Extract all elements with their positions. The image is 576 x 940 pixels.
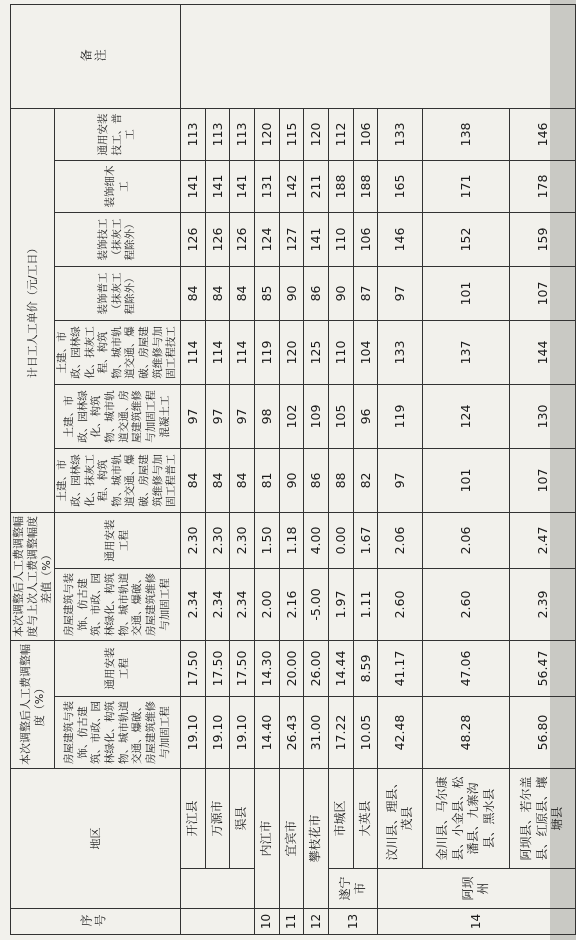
cell-wage: 126 xyxy=(230,212,255,266)
cell-wage: 126 xyxy=(181,212,206,266)
table-row xyxy=(205,4,230,934)
cell-wage: 110 xyxy=(328,212,353,266)
cell-wage: 126 xyxy=(205,212,230,266)
cell-difference-installation: 2.47 xyxy=(509,512,575,568)
cell-wage: 138 xyxy=(423,108,510,160)
cell-wage: 84 xyxy=(205,266,230,320)
cell-wage: 96 xyxy=(353,384,378,448)
cell-wage: 119 xyxy=(254,320,279,384)
row-region: 万源市 xyxy=(205,769,230,869)
cell-wage: 133 xyxy=(378,108,423,160)
cell-difference-installation: 2.30 xyxy=(181,512,206,568)
cell-wage: 85 xyxy=(254,266,279,320)
table-row xyxy=(279,4,304,934)
header-seq: 序号 xyxy=(11,909,181,935)
cell-difference-building: 2.34 xyxy=(181,568,206,640)
cell-difference-installation: 1.50 xyxy=(254,512,279,568)
row-seq xyxy=(181,909,255,935)
cell-amplitude-installation: 47.06 xyxy=(423,640,510,696)
cell-wage: 141 xyxy=(205,160,230,212)
cell-note xyxy=(181,4,576,108)
header-difference-building: 房屋建筑与装饰、仿古建筑、市政、园林绿化、构筑物、城市轨道交通、爆破、房屋建筑维修与加固工程 xyxy=(55,568,181,640)
cell-wage: 97 xyxy=(378,448,423,512)
header-wage-concrete-worker: 土建、市政、园林绿化、构筑物、城市轨道交通、房屋建筑维修与加固工程混凝土工 xyxy=(55,384,181,448)
cell-wage: 120 xyxy=(279,320,304,384)
cell-amplitude-installation: 17.50 xyxy=(230,640,255,696)
cell-amplitude-building: 14.40 xyxy=(254,697,279,769)
table-row xyxy=(328,4,353,934)
cell-wage: 115 xyxy=(279,108,304,160)
header-wage-decoration-carpenter: 装饰细木工 xyxy=(55,160,181,212)
cell-wage: 141 xyxy=(230,160,255,212)
cell-wage: 97 xyxy=(205,384,230,448)
cell-difference-building: 1.11 xyxy=(353,568,378,640)
cell-wage: 130 xyxy=(509,384,575,448)
cell-wage: 87 xyxy=(353,266,378,320)
cell-wage: 119 xyxy=(378,384,423,448)
row-group: 遂宁市 xyxy=(328,869,377,909)
cell-difference-installation: 4.00 xyxy=(304,512,329,568)
table-row xyxy=(230,4,255,934)
cell-wage: 159 xyxy=(509,212,575,266)
row-seq: 10 xyxy=(254,909,279,935)
cell-wage: 137 xyxy=(423,320,510,384)
cell-amplitude-installation: 8.59 xyxy=(353,640,378,696)
table-body xyxy=(181,4,576,934)
cell-difference-building: 2.39 xyxy=(509,568,575,640)
cell-wage: 84 xyxy=(181,448,206,512)
cell-wage: 107 xyxy=(509,448,575,512)
cell-amplitude-installation: 41.17 xyxy=(378,640,423,696)
cell-wage: 113 xyxy=(205,108,230,160)
cell-wage: 114 xyxy=(230,320,255,384)
cell-wage: 188 xyxy=(328,160,353,212)
header-amplitude-building: 房屋建筑与装饰、仿古建筑、市政、园林绿化、构筑物、城市轨道交通、爆破、房屋建筑维修与加固工程 xyxy=(55,697,181,769)
cell-wage: 120 xyxy=(254,108,279,160)
cell-wage: 97 xyxy=(378,266,423,320)
cell-wage: 109 xyxy=(304,384,329,448)
cell-amplitude-building: 56.80 xyxy=(509,697,575,769)
cell-difference-building: 2.34 xyxy=(230,568,255,640)
cell-wage: 86 xyxy=(304,448,329,512)
row-region: 攀枝花市 xyxy=(304,769,329,909)
cell-wage: 84 xyxy=(181,266,206,320)
cell-wage: 84 xyxy=(205,448,230,512)
row-seq: 12 xyxy=(304,909,329,935)
cell-wage: 114 xyxy=(181,320,206,384)
cell-wage: 131 xyxy=(254,160,279,212)
cell-wage: 86 xyxy=(304,266,329,320)
cell-amplitude-installation: 56.47 xyxy=(509,640,575,696)
cell-difference-building: 2.16 xyxy=(279,568,304,640)
row-region: 渠县 xyxy=(230,769,255,869)
header-wage-general-laborer: 土建、市政、园林绿化、抹灰工程、构筑物、城市轨道交通、爆破、房屋建筑维修与加固工程普工 xyxy=(55,448,181,512)
table-row xyxy=(509,4,575,934)
cell-amplitude-building: 10.05 xyxy=(353,697,378,769)
row-region: 市城区 xyxy=(328,769,353,869)
cell-wage: 101 xyxy=(423,266,510,320)
header-amplitude-group: 本次调整后人工费调整幅度（%） xyxy=(11,640,55,768)
cell-wage: 113 xyxy=(181,108,206,160)
cell-wage: 188 xyxy=(353,160,378,212)
cell-wage: 124 xyxy=(423,384,510,448)
cell-difference-installation: 1.67 xyxy=(353,512,378,568)
table-row xyxy=(423,4,510,934)
cell-wage: 105 xyxy=(328,384,353,448)
header-wage-decoration-laborer: 装饰普工（抹灰工程除外） xyxy=(55,266,181,320)
cell-amplitude-building: 17.22 xyxy=(328,697,353,769)
cell-amplitude-building: 19.10 xyxy=(230,697,255,769)
cell-wage: 114 xyxy=(205,320,230,384)
cell-wage: 98 xyxy=(254,384,279,448)
cell-difference-installation: 2.30 xyxy=(230,512,255,568)
header-difference-installation: 通用安装工程 xyxy=(55,512,181,568)
table-row xyxy=(378,4,423,934)
row-seq: 14 xyxy=(378,909,576,935)
header-wage-decoration-technician: 装饰技工（抹灰工程除外） xyxy=(55,212,181,266)
row-region: 宜宾市 xyxy=(279,769,304,909)
cell-wage: 142 xyxy=(279,160,304,212)
row-group: 阿坝州 xyxy=(378,869,576,909)
cell-wage: 107 xyxy=(509,266,575,320)
cell-wage: 84 xyxy=(230,448,255,512)
row-region: 阿坝县、若尔盖县、红原县、壤塘县 xyxy=(509,769,575,869)
cell-wage: 88 xyxy=(328,448,353,512)
header-note: 备注 xyxy=(11,4,181,108)
cell-difference-installation: 2.06 xyxy=(378,512,423,568)
header-amplitude-installation: 通用安装工程 xyxy=(55,640,181,696)
cell-difference-installation: 1.18 xyxy=(279,512,304,568)
cell-difference-building: 1.97 xyxy=(328,568,353,640)
cell-wage: 104 xyxy=(353,320,378,384)
cell-wage: 178 xyxy=(509,160,575,212)
cell-wage: 171 xyxy=(423,160,510,212)
cell-wage: 141 xyxy=(181,160,206,212)
cell-difference-installation: 2.06 xyxy=(423,512,510,568)
cell-wage: 125 xyxy=(304,320,329,384)
cell-amplitude-installation: 17.50 xyxy=(205,640,230,696)
cell-difference-building: 2.60 xyxy=(423,568,510,640)
cell-wage: 127 xyxy=(279,212,304,266)
labor-price-table xyxy=(10,4,576,935)
cell-wage: 106 xyxy=(353,212,378,266)
cell-wage: 146 xyxy=(378,212,423,266)
rotated-table-wrapper xyxy=(10,5,565,935)
row-region: 内江市 xyxy=(254,769,279,909)
cell-wage: 146 xyxy=(509,108,575,160)
table-row xyxy=(254,4,279,934)
table-row xyxy=(304,4,329,934)
header-region: 地区 xyxy=(11,769,181,909)
cell-amplitude-building: 31.00 xyxy=(304,697,329,769)
cell-difference-building: -5.00 xyxy=(304,568,329,640)
cell-wage: 82 xyxy=(353,448,378,512)
cell-amplitude-building: 19.10 xyxy=(181,697,206,769)
cell-wage: 90 xyxy=(279,266,304,320)
cell-amplitude-installation: 17.50 xyxy=(181,640,206,696)
cell-amplitude-building: 48.28 xyxy=(423,697,510,769)
cell-wage: 84 xyxy=(230,266,255,320)
cell-difference-building: 2.00 xyxy=(254,568,279,640)
cell-amplitude-building: 26.43 xyxy=(279,697,304,769)
cell-wage: 133 xyxy=(378,320,423,384)
cell-wage: 81 xyxy=(254,448,279,512)
row-seq: 13 xyxy=(328,909,377,935)
cell-wage: 106 xyxy=(353,108,378,160)
cell-wage: 124 xyxy=(254,212,279,266)
cell-amplitude-installation: 14.30 xyxy=(254,640,279,696)
table-row xyxy=(353,4,378,934)
cell-amplitude-installation: 14.44 xyxy=(328,640,353,696)
row-region: 大英县 xyxy=(353,769,378,869)
table-row xyxy=(181,4,206,934)
cell-wage: 110 xyxy=(328,320,353,384)
header-row-1 xyxy=(11,4,55,934)
row-group xyxy=(181,869,255,909)
cell-wage: 144 xyxy=(509,320,575,384)
row-region: 汶川县、理县、茂县 xyxy=(378,769,423,869)
cell-wage: 90 xyxy=(279,448,304,512)
cell-amplitude-building: 42.48 xyxy=(378,697,423,769)
row-region: 开江县 xyxy=(181,769,206,869)
header-wage-group: 计日工人工单价（元/工日） xyxy=(11,108,55,512)
cell-difference-installation: 0.00 xyxy=(328,512,353,568)
cell-wage: 97 xyxy=(181,384,206,448)
cell-wage: 102 xyxy=(279,384,304,448)
cell-wage: 152 xyxy=(423,212,510,266)
cell-wage: 97 xyxy=(230,384,255,448)
cell-amplitude-building: 19.10 xyxy=(205,697,230,769)
cell-wage: 112 xyxy=(328,108,353,160)
header-difference-group: 本次调整后人工费调整幅度与上次人工费调整幅度差值（%） xyxy=(11,512,55,640)
cell-difference-building: 2.34 xyxy=(205,568,230,640)
cell-amplitude-installation: 20.00 xyxy=(279,640,304,696)
row-region: 金川县、马尔康县、小金县、松潘县、九寨沟县、黑水县 xyxy=(423,769,510,869)
cell-difference-building: 2.60 xyxy=(378,568,423,640)
cell-wage: 90 xyxy=(328,266,353,320)
row-seq: 11 xyxy=(279,909,304,935)
cell-wage: 113 xyxy=(230,108,255,160)
cell-amplitude-installation: 26.00 xyxy=(304,640,329,696)
cell-difference-installation: 2.30 xyxy=(205,512,230,568)
header-wage-installation-worker: 通用安装技工、普工 xyxy=(55,108,181,160)
cell-wage: 120 xyxy=(304,108,329,160)
cell-wage: 141 xyxy=(304,212,329,266)
header-wage-technician: 土建、市政、园林绿化、抹灰工程、构筑物、城市轨道交通、爆破、房屋建筑维修与加固工程技工 xyxy=(55,320,181,384)
cell-wage: 101 xyxy=(423,448,510,512)
cell-wage: 165 xyxy=(378,160,423,212)
cell-wage: 211 xyxy=(304,160,329,212)
